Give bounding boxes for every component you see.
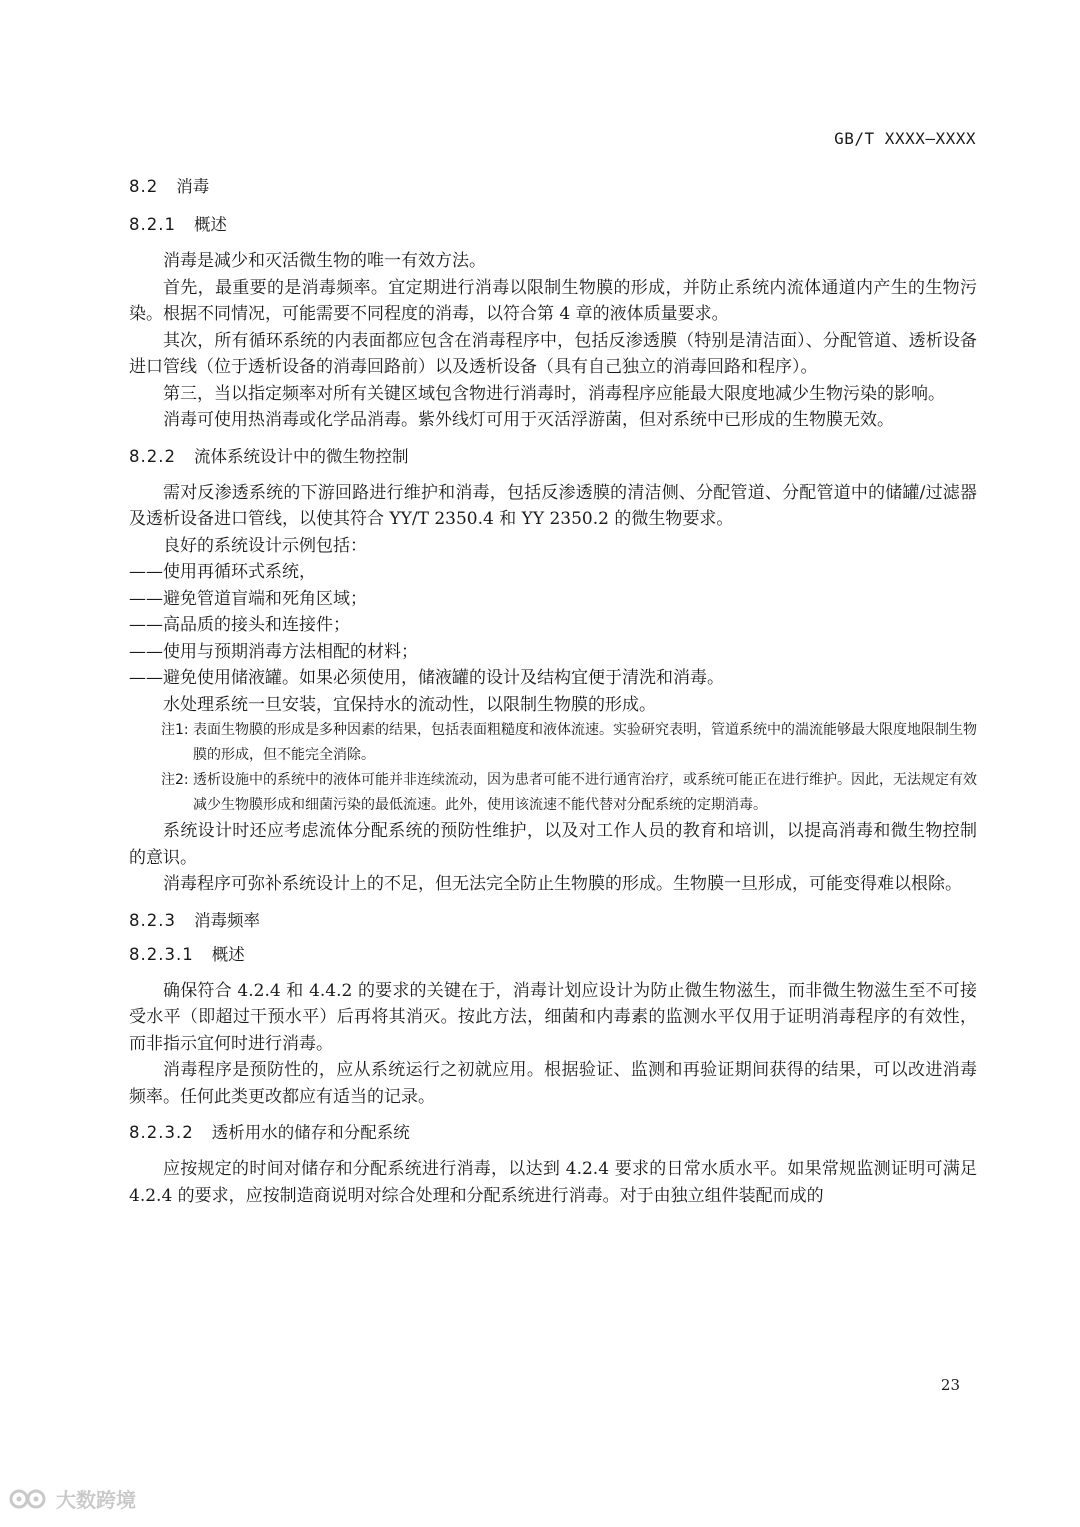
paragraph: 确保符合 4.2.4 和 4.4.2 的要求的关键在于，消毒计划应设计为防止微生物滋生，而非微生物滋生至不可接受水平（即超过干预水平）后再将其消灭。按此方法，细菌和内毒素的监测水平仅用于证明消毒程序的有效性，而非指示宜何时进行消毒。 [129,980,977,1054]
section-title: 消毒频率 [193,910,260,930]
document-body [129,172,977,1209]
section-title: 流体系统设计中的微生物控制 [193,446,409,466]
section-title: 消毒 [176,177,210,196]
note-text: 表面生物膜的形成是多种因素的结果，包括表面粗糙度和液体流速。实验研究表明，管道系统中的湍流能够最大限度地限制生物膜的形成，但不能完全消除。 [193,722,977,763]
paragraph: 系统设计时还应考虑流体分配系统的预防性维护，以及对工作人员的教育和培训，以提高消毒和微生物控制的意识。 [129,821,977,868]
section-number: 8.2.1 [129,215,176,234]
note-text: 透析设施中的系统中的液体可能并非连续流动，因为患者可能不进行通宵治疗，或系统可能正在进行维护。因此，无法规定有效减少生物膜形成和细菌污染的最低流速。此外，使用该流速不能代替对分配系统的定期消毒。 [193,772,977,813]
section-number: 8.2.2 [129,446,176,466]
watermark-logo-icon [8,1488,52,1510]
section-number: 8.2.3 [129,910,176,930]
paragraph: 消毒是减少和灭活微生物的唯一有效方法。 [163,251,486,271]
list-item: ——避免管道盲端和死角区域； [129,588,367,609]
section-8-2-3-heading [129,906,977,936]
paragraph: 良好的系统设计示例包括： [163,535,367,556]
note-label: 注1: [161,722,189,738]
paragraph: 水处理系统一旦安装，宜保持水的流动性，以限制生物膜的形成。 [163,694,656,715]
note [161,718,977,768]
watermark [8,1484,136,1513]
section-title: 透析用水的储存和分配系统 [211,1123,410,1142]
list-item: ——使用再循环式系统， [129,562,316,582]
paragraph: 应按规定的时间对储存和分配系统进行消毒，以达到 4.2.4 要求的日常水质水平。如果常规监测证明可满足 4.2.4 的要求，应按制造商说明对综合处理和分配系统进行消毒。对于由独立组件装配而成的 [129,1159,977,1206]
document-code: GB/T XXXX—XXXX [834,129,976,148]
section-number: 8.2.3.2 [129,1123,194,1142]
paragraph: 第三，当以指定频率对所有关键区域包含物进行消毒时，消毒程序应能最大限度地减少生物污染的影响。 [163,383,945,404]
section-8-2-3-1-heading [129,940,977,970]
list-item: ——避免使用储液罐。如果必须使用，储液罐的设计及结构宜便于清洗和消毒。 [129,668,724,688]
section-number: 8.2.3.1 [129,944,194,964]
paragraph: 消毒程序可弥补系统设计上的不足，但无法完全防止生物膜的形成。生物膜一旦形成，可能变得难以根除。 [163,874,962,894]
list-item: ——使用与预期消毒方法相配的材料； [129,641,418,662]
paragraph: 需对反渗透系统的下游回路进行维护和消毒，包括反渗透膜的清洁侧、分配管道、分配管道中的储罐/过滤器及透析设备进口管线，以使其符合 YY/T 2350.4 和 YY 2350.2 的微生物要求。 [129,482,977,529]
section-8-2-1-heading [129,210,977,240]
watermark-text: 大数跨境 [56,1488,136,1512]
paragraph: 消毒可使用热消毒或化学品消毒。紫外线灯可用于灭活浮游菌，但对系统中已形成的生物膜无效。 [163,410,894,430]
note-label: 注2: [161,772,189,788]
section-8-2-2-heading [129,442,977,472]
paragraph: 其次，所有循环系统的内表面都应包含在消毒程序中，包括反渗透膜（特别是清洁面）、分配管道、透析设备进口管线（位于透析设备的消毒回路前）以及透析设备（具有自己独立的消毒回路和程序）。 [129,330,977,377]
section-number: 8.2 [129,177,159,196]
section-8-2-3-2-heading [129,1118,977,1148]
list-item: ——高品质的接头和连接件； [129,615,350,635]
section-title: 概述 [193,215,227,234]
page-number: 23 [940,1376,960,1394]
section-8-2-heading [129,172,977,202]
section-title: 概述 [211,944,245,964]
paragraph: 首先，最重要的是消毒频率。宜定期进行消毒以限制生物膜的形成，并防止系统内流体通道内产生的生物污染。根据不同情况，可能需要不同程度的消毒，以符合第 4 章的液体质量要求。 [129,277,977,324]
paragraph: 消毒程序是预防性的，应从系统运行之初就应用。根据验证、监测和再验证期间获得的结果，可以改进消毒频率。任何此类更改都应有适当的记录。 [129,1060,977,1107]
note [161,768,977,818]
